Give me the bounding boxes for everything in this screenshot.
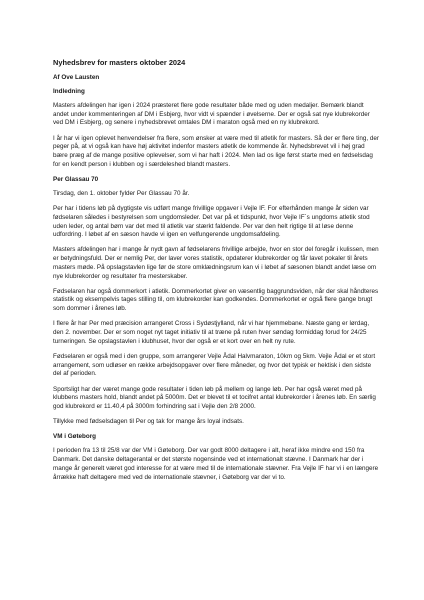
- paragraph: I flere år har Per med præcision arrangeret Cross i Sydøstjylland, når vi har hjemmebane. Næste gang er lørdag, den 2. november. Der er som noget nyt taget initiativ til at træne på ruten hver søndag formiddag forud for 24/25 turneringen. Se opslagstavlen i klubhuset, hvor der også er et kort over en helt ny rute.: [53, 320, 370, 345]
- paragraph: I år har vi igen oplevet henvendelser fra flere, som ønsker at være med til atletik for masters. Så der er flere ting, der peger på, at vi også kan have høj aktivitet indenfor masters atletik de kommende år. Nyhedsbrevet vil i høj grad bære præg af de mange positive oplevelser, som vi har haft i 2024. Men lad os lige først starte med en fødselsdag for en kendt person i klubben og i særdeleshed blandt masters.: [53, 134, 380, 168]
- paragraph: Tillykke med fødselsdagen til Per og tak for mange års loyal indsats.: [53, 418, 244, 426]
- section-indledning: [53, 88, 381, 169]
- section-heading: Per Glassau 70: [53, 175, 99, 183]
- section-heading: VM i Gøteborg: [53, 433, 97, 441]
- paragraph: Fødselaren er også med i den gruppe, som arrangerer Vejle Ådal Halvmaraton, 10km og 5km. Vejle Ådal er et stort arrangement, som udløser en række arbejdsopgaver over flere måneder, og hvor det typisk er hektisk i den sidste del af perioden.: [53, 352, 376, 378]
- document-author: Af Ove Lausten: [53, 74, 100, 81]
- paragraph: Tirsdag, den 1. oktober fylder Per Glassau 70 år.: [53, 189, 190, 197]
- section-vm-goteborg: [53, 433, 381, 482]
- paragraph: Per har i tidens løb på dygtigste vis udført mange frivillige opgaver i Vejle IF. For efterhånden mange år siden var fødselaren således i bestyrelsen som ungdomsleder. Det var på et tidspunkt, hvor Vejle IF´s ungdoms atletik stod uden leder, og antal børn var det med til atletik var stærkt faldende. Per var den helt rigtige til at løse denne udfordring. I løbet af en sæson havde vi igen en velfungerende ungdomsafdeling.: [53, 205, 370, 239]
- paragraph: Masters afdelingen har igen i 2024 præsteret flere gode resultater både med og uden medaljer. Bemærk blandt andet under kommenteringen af DM i Esbjerg, hvor vidt vi spænder i øvelserne. Der er også sat nye klubrekorder ved DM i Esbjerg, og senere i nyhedsbrevet omtales DM i maraton også med en ny klubrekord.: [53, 102, 370, 127]
- paragraph: Masters afdelingen har i mange år nydt gavn af fødselarens frivillige arbejde, hvor en stor del foregår i kulissen, men er betydningsfuld. Der er nemlig Per, der laver vores statistik, opdaterer klubrekorder og får lavet pokaler til årets masters møde. På opslagstavlen lige før de store omklædningsrum kan vi i løbet af sæsonen blandt andet læse om nye klubrekorder og resultater fra mesterskaber.: [53, 246, 379, 280]
- paragraph: Sportsligt har der været mange gode resultater i tiden løb på mellem og lange løb. Per har også været med på klubbens masters hold, blandt andet på 5000m. Det er blevet til et tocifret antal klubrekorder i årenes løb. En særlig god klubrekord er 11.40,4 på 3000m forhindring sat i Vejle den 2/8 2000.: [53, 385, 376, 410]
- paragraph: I perioden fra 13 til 25/8 var der VM i Gøteborg. Der var godt 8000 deltagere i alt, heraf ikke mindre end 150 fra Danmark. Det danske deltagerantal er det største nogensinde ved et internationalt stævne. I Danmark har der i mange år generelt været god interesse for at være med til de internationale stævner. Fra Vejle IF har vi i en længere årrække haft deltagere med ved de internationale stævner, i Gøteborg var der vi to.: [53, 447, 379, 481]
- section-per-glassau: [53, 176, 381, 427]
- document-title: Nyhedsbrev for masters oktober 2024: [53, 58, 186, 67]
- section-heading: Indledning: [53, 88, 85, 95]
- paragraph: Fødselaren har også dommerkort i atletik. Dommerkortet giver en væsentlig baggrundsviden, når der skal håndteres statistik og eksempelvis tages stilling til, om klubrekorder kan godkendes. Dommerkortet er også flere gange brugt som dommer i årenes løb.: [53, 287, 379, 313]
